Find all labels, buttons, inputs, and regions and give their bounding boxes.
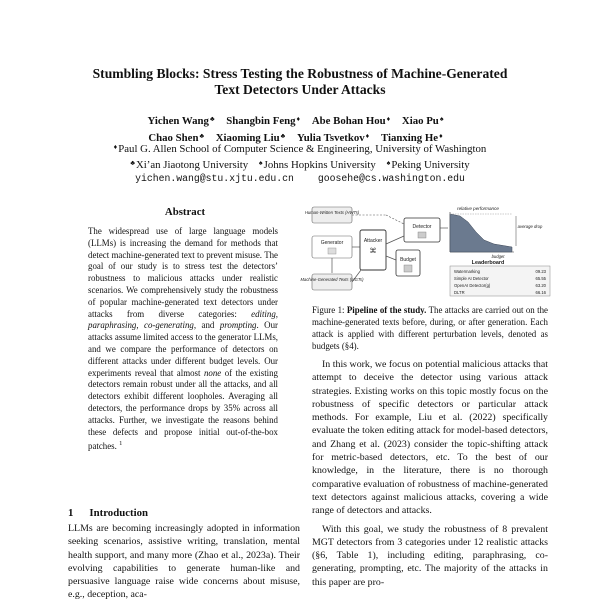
leaderboard-row-name: OpenAI Detector(g) (454, 283, 491, 288)
abstract-emphasis: none (203, 367, 222, 378)
section-title: Introduction (89, 507, 149, 519)
author-emails (40, 172, 560, 186)
leaderboard-row-score: 09.23 (535, 269, 546, 274)
leaderboard-row-name: Watermarking (454, 269, 480, 274)
intro-paragraph: LLMs are becoming increasingly adopted in information seeking scenarios, assistive writing, translation, mental health support, and many more (Zhao et al., 2023a). Their evolving capabilities to generate human-like and persuasive language raise wide concerns about misuse, e.g., deception, aca- (68, 523, 300, 601)
title-line-1: Stumbling Blocks: Stress Testing the Robustness of Machine-Generated (92, 66, 508, 81)
affil-text: Paul G. Allen School of Computer Science & Engineering, University of Washington (118, 143, 487, 155)
affiliations (40, 140, 560, 187)
paragraph: In this work, we focus on potential malicious attacks that attempt to deceive the detector using various attack strategies. Existing works on this topic mostly focus on the robustness of specific detectors or particular attack methods. For example, Liu et al. (2022) specifically evaluate the token editing attack for model-based detectors, and Zhang et al. (2023) consider the topic-shifting attack for metric-based detectors, etc. To the best of our knowledge, in the literature, there is no thorough comparative evaluation of robustness of machine-generated text detectors against malicious attacks, covering a wide range of detectors and attacks. (312, 359, 548, 517)
author-name: Shangbin Feng (226, 115, 296, 127)
author-affil-mark: ♦ (386, 115, 391, 123)
email-link[interactable]: goosehe@cs.washington.edu (317, 173, 465, 185)
abstract-heading: Abstract (164, 206, 206, 218)
attack-category: co-generating (144, 320, 194, 331)
affil-text: Johns Hopkins University (263, 159, 376, 172)
author-affil-mark: ♦ (365, 132, 370, 140)
affiliation-others (40, 156, 560, 172)
affil-mark: ♠ (386, 159, 391, 168)
mgt-label: Machine-Generated Texts (MGTs) (300, 277, 364, 282)
author-name: Chao Shen (148, 132, 199, 144)
author-affil-mark: ♦ (296, 115, 301, 123)
caption-prefix: Figure 1: (312, 305, 347, 315)
abstract-text: The widespread use of large language models (LLMs) is increasing the demand for methods that detect machine-generated text to prevent misuse. The goal of our study is to stress test the detectors’ robustness to malicious attacks under realistic scenarios. We comprehensively study the robustness of popular machine-generated text detectors under attacks from diverse categories: (88, 226, 278, 319)
budget-axis-label: budget (491, 254, 505, 259)
pipeline-figure (300, 204, 554, 300)
attacker-icon: ⌘ (369, 248, 377, 255)
attack-category: editing (251, 308, 276, 319)
affil-mark: ♣ (130, 159, 135, 168)
authors-row-1 (40, 112, 560, 129)
footnote-mark[interactable]: 1 (119, 440, 123, 448)
generator-icon (328, 248, 336, 254)
affil-text: Xi’an Jiaotong University (135, 159, 249, 172)
author-affil-mark: ♣ (209, 115, 215, 123)
leaderboard-row-name: Simple AI Detector (454, 276, 489, 281)
leaderboard-title: Leaderboard (471, 260, 505, 266)
author-affil-mark: ♣ (280, 132, 286, 140)
figure-caption (312, 305, 548, 353)
section-heading (68, 507, 148, 519)
abstract-sep: , (275, 308, 278, 319)
leaderboard-row-name: DLTR (454, 290, 465, 295)
section-number: 1 (68, 507, 74, 519)
abstract-sep: , (136, 320, 145, 331)
abstract-body (88, 226, 278, 453)
author-affil-mark: ♦ (439, 132, 443, 140)
detector-box (404, 218, 440, 242)
paper-title (40, 66, 560, 98)
author-name: Yichen Wang (147, 115, 209, 127)
detector-label: Detector (412, 224, 432, 230)
title-line-2: Text Detectors Under Attacks (214, 82, 386, 97)
generator-label: Generator (320, 240, 344, 246)
affil-mark: ♦ (113, 143, 118, 151)
relative-performance-label: relative performance (457, 206, 499, 211)
caption-text: The attacks are carried out on the machine-generated texts before, during, or after generation. Each attack is applied with different perturbation levels, denoted as budgets (§4). (312, 305, 548, 351)
author-name: Xiaoming Liu (215, 132, 280, 144)
abstract-text: of the existing detectors remain robust under all the attacks, and all detectors exhibit different loopholes. Averaging all detectors, the performance drops by 35% across all attacks. Further, we investigate the reasons behind these defects and propose initial out-of-the-box patches. (88, 367, 278, 452)
affiliation-uw (40, 140, 560, 156)
abstract-text: . Our attacks assume limited access to the generator LLMs, and we compare the performance of detectors on different attacks under different budget levels. Our experiments reveal that almost (88, 320, 278, 378)
attack-category: prompting (219, 320, 257, 331)
author-affil-mark: ♠ (439, 115, 444, 123)
leaderboard-row-score: 63.20 (535, 283, 546, 288)
pipeline-diagram (300, 204, 554, 300)
average-drop-label: average drop (517, 224, 543, 229)
affil-mark: ♠ (258, 159, 263, 168)
budget-icon (404, 265, 412, 272)
right-column-body (312, 358, 548, 589)
author-name: Xiao Pu (401, 115, 439, 127)
leaderboard-row-score: 66.16 (535, 290, 546, 295)
paragraph: With this goal, we study the robustness of 8 prevalent MGT detectors from 3 categories under 12 realistic attacks (§6, Table 1), including editing, paraphrasing, co-generating, prompting, etc. The majority of the attacks in this paper are pro- (312, 523, 548, 588)
email-link[interactable]: yichen.wang@stu.xjtu.edu.cn (135, 173, 294, 185)
budget-box-label: Budget (400, 257, 416, 263)
author-name: Abe Bohan Hou (311, 115, 386, 127)
leaderboard-row-score: 65.55 (535, 276, 546, 281)
attacker-label: Attacker (363, 238, 383, 244)
abstract-sep: , and (193, 320, 220, 331)
attack-category: paraphrasing (88, 320, 137, 331)
author-name: Yulia Tsvetkov (296, 132, 365, 144)
detector-icon (418, 232, 426, 238)
caption-bold: Pipeline of the study. (346, 305, 427, 315)
hwt-label: Human-Written Texts (HWTs) (304, 210, 360, 215)
author-affil-mark: ♣ (199, 132, 205, 140)
author-name: Tianxing He (380, 132, 439, 144)
affil-text: Peking University (391, 159, 470, 172)
